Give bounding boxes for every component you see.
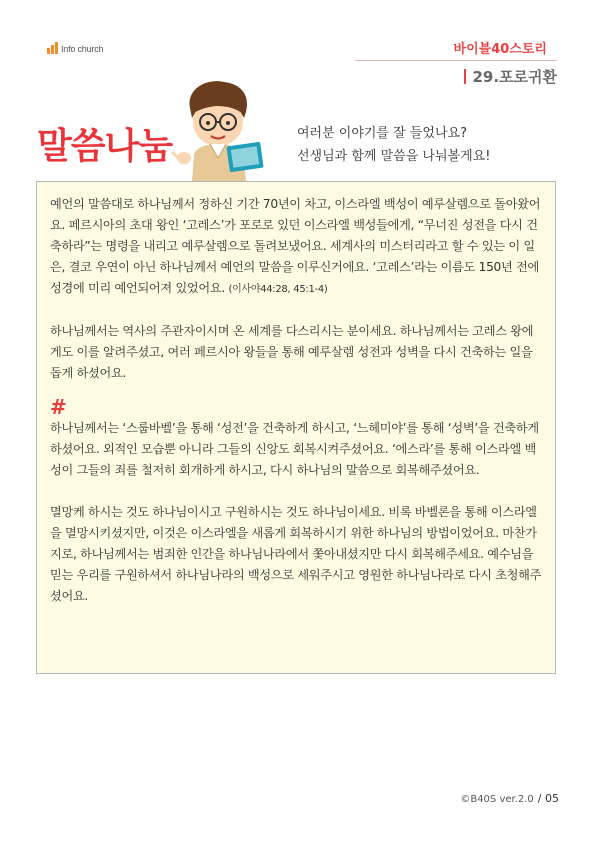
chapter-label: 29.포로귀환: [472, 68, 557, 86]
copyright: ©B40S ver.2.0: [460, 794, 534, 805]
paragraph-3: 하나님께서는 ‘스룹바벨’을 통해 ‘성전’을 건축하게 하시고, ‘느헤미야’를 통해 ‘성벽’을 건축하게 하셨어요. 외적인 모습뿐 아니라 그들의 신앙도 회복시켜주셨어요. ‘에스라’를 통해 이스라엘 백성이 그들의 죄를 철저히 회개하게 하시고, 다시 하나님의 말씀으로 회복해주셨어요.: [50, 421, 539, 477]
hash-marker: #: [50, 395, 67, 419]
logo-bars-icon: [47, 42, 58, 54]
info-church-logo: [47, 42, 103, 54]
page-footer: [460, 792, 559, 805]
intro-line-2: 선생님과 함께 말씀을 나눠볼게요!: [297, 149, 491, 164]
intro-text: [297, 122, 490, 168]
page-number: / 05: [537, 792, 559, 805]
paragraph-2: 하나님께서는 역사의 주관자이시며 온 세계를 다스리시는 분이세요. 하나님께서는 고레스 왕에게도 이를 알려주셨고, 여러 페르시아 왕들을 통해 예루살렘 성전과 성벽을 다시 건축하는 일을 돕게 하셨어요.: [50, 324, 534, 380]
intro-line-1: 여러분 이야기를 잘 들었나요?: [297, 126, 467, 141]
series-title: 바이블40스토리: [453, 42, 547, 57]
logo-text: Info church: [61, 44, 104, 54]
chapter-bar: [464, 69, 466, 84]
section-heading: 말씀나눔: [37, 126, 173, 167]
paragraph-1-text: 예언의 말씀대로 하나님께서 정하신 기간 70년이 차고, 이스라엘 백성이 예루살렘으로 돌아왔어요. 페르시아의 초대 왕인 ‘고레스’가 포로로 있던 이스라엘 백성들에게, “무너진 성전을 다시 건축하라”는 명령을 내리고 예루살렘으로 돌려보냈어요. 세계사의 미스터리라고 할 수 있는 이 일은, 결코 우연이 아닌 하나님께서 예언의 말씀을 이루신거에요. ‘고레스’라는 이름도 150년 전에 성경에 미리 예언되어져 있었어요.: [50, 197, 541, 295]
scripture-reference: (이사야44:28, 45:1-4): [228, 284, 328, 295]
teacher-character-illustration: [168, 78, 268, 182]
content-box: [36, 181, 556, 674]
header-divider: [355, 60, 557, 61]
chapter-title: [464, 66, 557, 87]
paragraph-1: [50, 194, 543, 300]
paragraph-4: 멸망케 하시는 것도 하나님이시고 구원하시는 것도 하나님이세요. 비록 바벨론을 통해 이스라엘을 멸망시키셨지만, 이것은 이스라엘을 새롭게 회복하시기 위한 하나님의 방법이었어요. 마찬가지로, 하나님께서는 범죄한 인간을 하나님나라에서 쫓아내셨지만 다시 회복해주세요. 예수님을 믿는 우리를 구원하셔서 하나님나라의 백성으로 세워주시고 영원한 하나님나라로 다시 초청해주셨어요.: [50, 505, 542, 603]
